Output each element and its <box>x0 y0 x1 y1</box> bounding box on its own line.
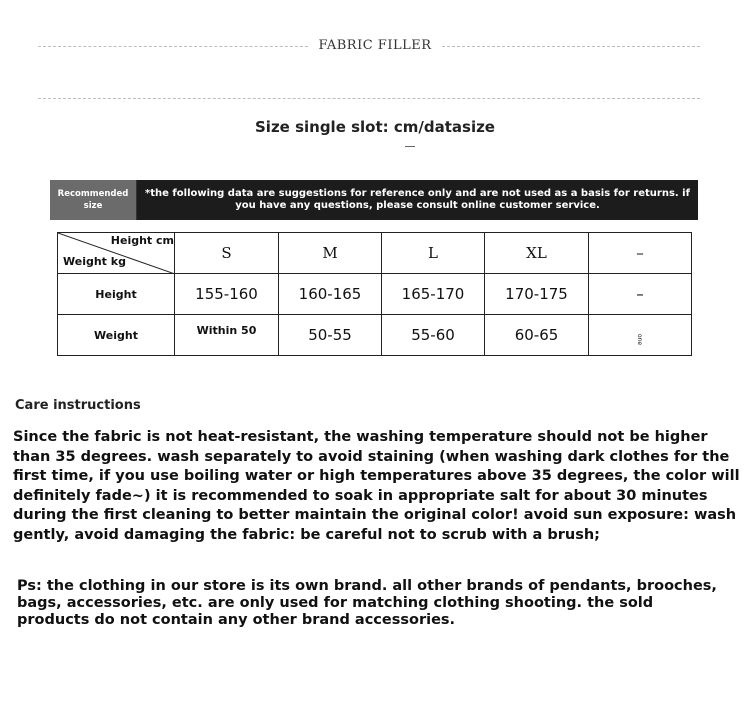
height-l: 165-170 <box>382 274 485 315</box>
height-extra: – <box>589 274 692 315</box>
height-m: 160-165 <box>279 274 382 315</box>
weight-l: 55-60 <box>382 315 485 356</box>
size-header-m: M <box>279 233 382 274</box>
section-divider <box>38 98 700 99</box>
title-underline-mark <box>405 146 415 147</box>
weight-extra-glyph: one <box>636 333 644 345</box>
table-row <box>58 315 692 356</box>
row-label-height: Height <box>58 274 175 315</box>
table-header-row <box>58 233 692 274</box>
row-label-weight: Weight <box>58 315 175 356</box>
weight-extra <box>589 315 692 356</box>
height-xl: 170-175 <box>485 274 589 315</box>
notice-text: *the following data are suggestions for reference only and are not used as a basis for returns. if you have any questions, please consult online customer service. <box>145 188 690 211</box>
size-header-extra: – <box>589 233 692 274</box>
weight-xl: 60-65 <box>485 315 589 356</box>
size-title: Size single slot: cm/datasize <box>255 118 495 136</box>
recommended-size-badge: Recommended size <box>50 180 137 220</box>
corner-label-height: Height cm <box>110 234 174 247</box>
fabric-title: FABRIC FILLER <box>0 38 750 53</box>
care-body: Since the fabric is not heat-resistant, the washing temperature should not be higher than 35 degrees. wash separately to avoid staining (when washing dark clothes for the first time, if you use boiling water or high temperatures above 35 degrees, the color will definitely fade~) it is recommended to soak in appropriate salt for about 30 minutes during the first cleaning to better maintain the original color! avoid sun exposure: wash gently, avoid damaging the fabric: be careful not to scrub with a brush; <box>13 429 740 543</box>
table-row <box>58 274 692 315</box>
size-header-l: L <box>382 233 485 274</box>
weight-s: Within 50 <box>175 315 279 356</box>
care-heading: Care instructions <box>15 398 141 413</box>
corner-cell <box>58 233 175 274</box>
ps-note: Ps: the clothing in our store is its own brand. all other brands of pendants, brooches, bags, accessories, etc. are only used for matching clothing shooting. the sold products do not contain any other brand accessories. <box>17 578 717 628</box>
size-table <box>57 232 692 356</box>
notice-bar <box>50 180 698 220</box>
size-header-s: S <box>175 233 279 274</box>
corner-label-weight: Weight kg <box>63 255 126 268</box>
height-s: 155-160 <box>175 274 279 315</box>
size-header-xl: XL <box>485 233 589 274</box>
weight-m: 50-55 <box>279 315 382 356</box>
